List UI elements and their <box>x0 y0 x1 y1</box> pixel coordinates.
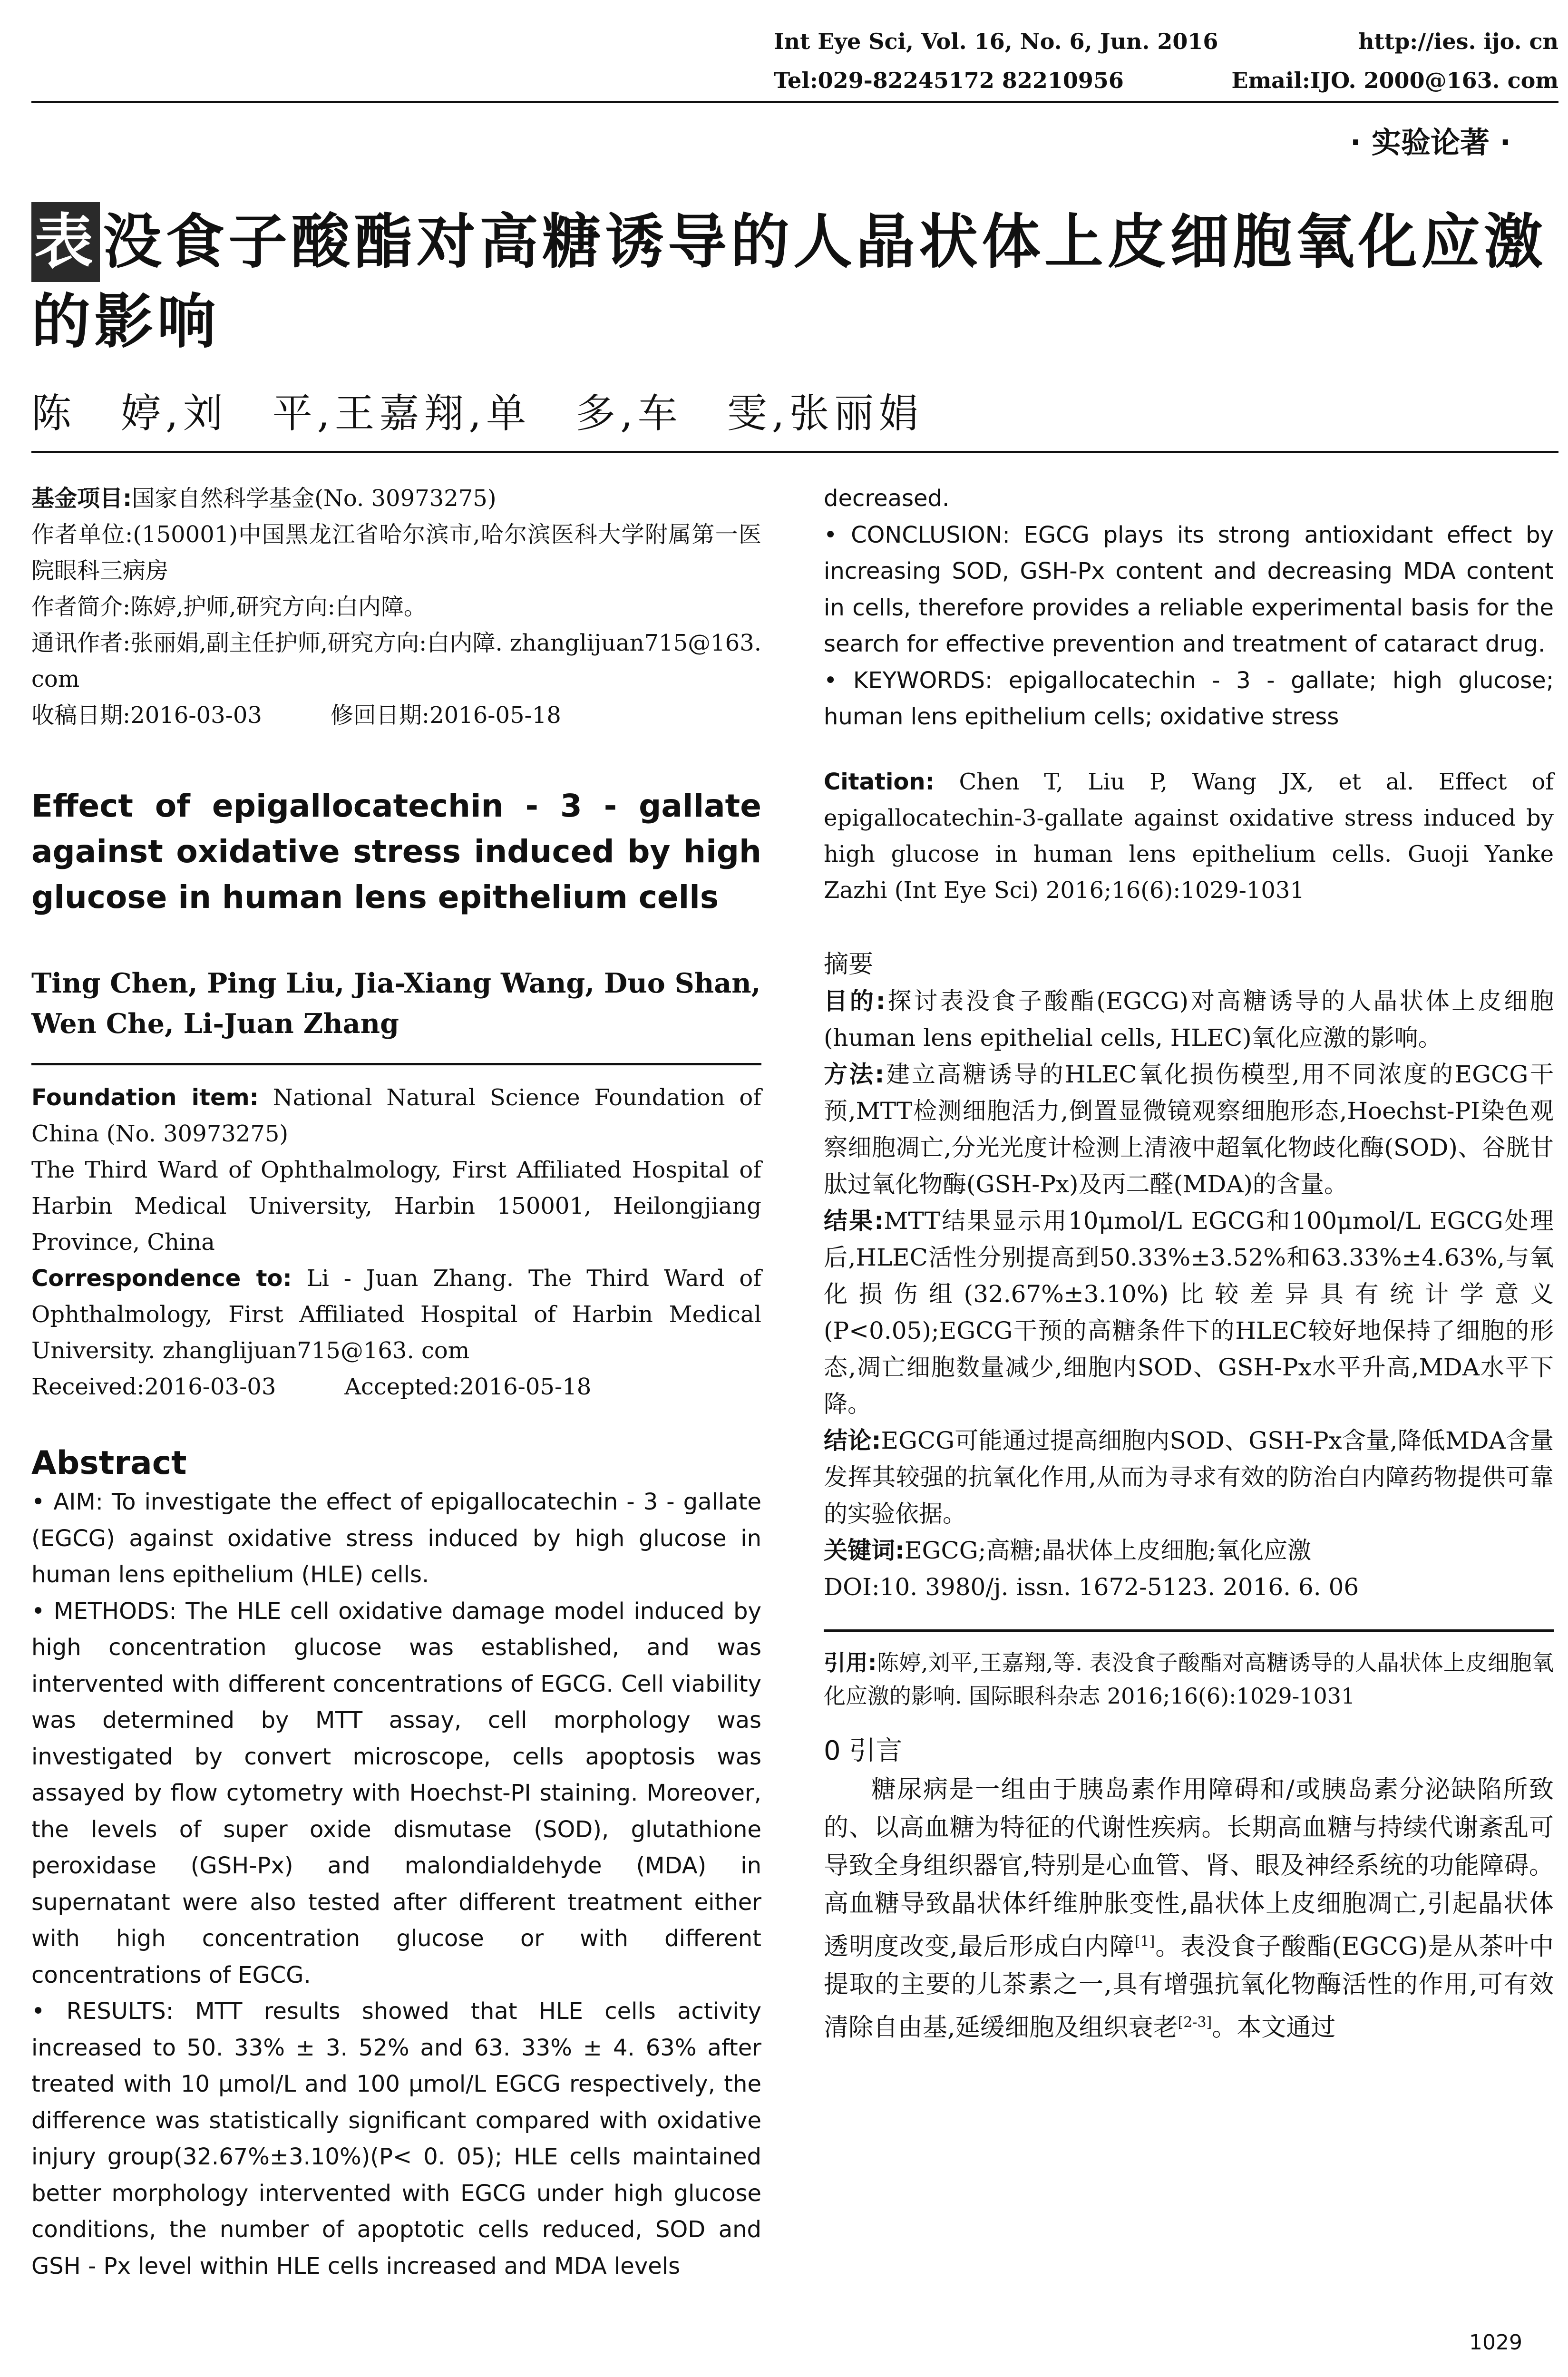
cn-citation-text: 陈婷,刘平,王嘉翔,等. 表没食子酸酯对高糖诱导的人晶状体上皮细胞氧化应激的影响. 国际眼科杂志 2016;16(6):1029-1031 <box>824 1649 1554 1709</box>
cn-results-text: MTT结果显示用10μmol/L EGCG和100μmol/L EGCG处理后,HLEC活性分别提高到50.33%±3.52%和63.33%±4.63%,与氧化损伤组(32.67%±3.10%)比较差异具有统计学意义(P<0.05);EGCG干预的高糖条件下的HLEC较好地保持了细胞的形态,凋亡细胞数量减少,细胞内SOD、GSH-Px水平升高,MDA水平下降。 <box>824 1207 1554 1418</box>
cn-methods-text: 建立高糖诱导的HLEC氧化损伤模型,用不同浓度的EGCG干预,MTT检测细胞活力,倒置显微镜观察细胞形态,Hoechst-PI染色观察细胞凋亡,分光光度计检测上清液中超氧化物歧化酶(SOD)、谷胱甘肽过氧化物酶(GSH-Px)及丙二醛(MDA)的含量。 <box>824 1060 1554 1198</box>
correspondence-text: Li - Juan Zhang. The Third Ward of Ophthalmology, First Affiliated Hospital of Harbin Medical University. zhanglijuan715@163. com <box>31 1265 761 1364</box>
affiliation-en: The Third Ward of Ophthalmology, First Affiliated Hospital of Harbin Medical University, Harbin 150001, Heilongjiang Province, China <box>31 1157 761 1256</box>
authors-rule <box>31 1063 761 1065</box>
citation-label: Citation: <box>824 768 935 795</box>
cn-conclusion-label: 结论: <box>824 1426 881 1454</box>
abstract-conclusion: • CONCLUSION: EGCG plays its strong antioxidant effect by increasing SOD, GSH-Px content and decreasing MDA content in cells, therefore provides a reliable experimental basis for the search for effective prevention and treatment of cataract drug. <box>824 521 1554 657</box>
intro-text-3: 。本文通过 <box>1212 2013 1336 2042</box>
received-dates-cn: 收稿日期:2016-03-03 修回日期:2016-05-18 <box>31 702 561 729</box>
cn-abstract-rule <box>824 1629 1554 1632</box>
correspondence-en <box>31 1260 761 1369</box>
authors-cn: 陈 婷,刘 平,王嘉翔,单 多,车 雯,张丽娟 <box>31 390 924 437</box>
page-number: 1029 <box>1469 2330 1522 2355</box>
citation-cn <box>824 1646 1554 1713</box>
journal-tel: Tel:029-82245172 82210956 <box>774 68 1124 93</box>
paper-title-cn <box>31 202 1563 362</box>
left-column <box>31 480 761 2284</box>
abstract-results: • RESULTS: MTT results showed that HLE cells activity increased to 50. 33% ± 3. 52% and 63. 33% ± 4. 63% after treated with 10 μmol/L and 100 μmol/L EGCG respectively, the difference was statistically significant compared with oxidative injury group(32.67%±3.10%)(P< 0. 05); HLE cells maintained better morphology intervented with EGCG under high glucose conditions, the number of apoptotic cells reduced, SOD and GSH - Px level within HLE cells increased and MDA levels <box>31 1998 761 2280</box>
cn-abstract-methods <box>824 1056 1554 1203</box>
section-tag: · 实验论著 · <box>1350 125 1511 160</box>
cn-aim-text: 探讨表没食子酸酯(EGCG)对高糖诱导的人晶状体上皮细胞(human lens epithelial cells, HLEC)氧化应激的影响。 <box>824 987 1554 1052</box>
fund-info <box>31 480 761 516</box>
citation-en <box>824 764 1554 908</box>
cn-methods-label: 方法: <box>824 1060 885 1088</box>
citation-text: Chen T, Liu P, Wang JX, et al. Effect of epigallocatechin-3-gallate against oxidative stress induced by high glucose in human lens epithelium cells. Guoji Yanke Zazhi (Int Eye Sci) 2016;16(6):1029-1031 <box>824 768 1554 904</box>
abstract-aim: • AIM: To investigate the effect of epigallocatechin - 3 - gallate (EGCG) against oxidative stress induced by high glucose in human lens epithelium (HLE) cells. <box>31 1489 761 1588</box>
cn-citation-label: 引用: <box>824 1649 877 1676</box>
authors-en: Ting Chen, Ping Liu, Jia-Xiang Wang, Duo Shan, Wen Che, Li-Juan Zhang <box>31 967 761 1040</box>
foundation-text: National Natural Science Foundation of China (No. 30973275) <box>31 1084 761 1147</box>
journal-email[interactable]: Email:IJO. 2000@163. com <box>1231 68 1558 93</box>
cn-abstract-aim <box>824 983 1554 1056</box>
intro-paragraph <box>824 1771 1554 2047</box>
cn-conclusion-text: EGCG可能通过提高细胞内SOD、GSH-Px含量,降低MDA含量发挥其较强的抗氧化作用,从而为寻求有效的防治白内障药物提供可靠的实验依据。 <box>824 1426 1554 1528</box>
abstract-keywords: • KEYWORDS: epigallocatechin - 3 - gallate; high glucose; human lens epithelium cells; oxidative stress <box>824 667 1554 730</box>
right-column <box>824 480 1554 2046</box>
title-rest: 没食子酸酯对高糖诱导的人晶状体上皮细胞氧化应激的影响 <box>31 208 1547 356</box>
correspondence-label: Correspondence to: <box>31 1265 292 1292</box>
journal-header <box>774 22 1558 100</box>
cn-results-label: 结果: <box>824 1207 884 1235</box>
abstract-heading: Abstract <box>31 1444 187 1482</box>
cn-abstract-heading: 摘要 <box>824 950 874 979</box>
abstract-methods: • METHODS: The HLE cell oxidative damage model induced by high concentration glucose was established, and was intervented with different concentrations of EGCG. Cell viability was determined by MTT assay, cell morphology was investigated by convert microscope, cells apoptosis was assayed by flow cytometry with Hoechst-PI staining. Moreover, the levels of super oxide dismutase (SOD), glutathione peroxidase (GSH-Px) and malondialdehyde (MDA) in supernatant were also tested after different treatment either with high concentration glucose or with different concentrations of EGCG. <box>31 1598 761 1988</box>
fund-label: 基金项目: <box>31 485 132 512</box>
paper-title-en: Effect of epigallocatechin - 3 - gallate against oxidative stress induced by high glucose in human lens epithelium cells <box>31 788 761 916</box>
cn-abstract-conclusion <box>824 1422 1554 1532</box>
cn-keywords-text: EGCG;高糖;晶状体上皮细胞;氧化应激 <box>905 1536 1312 1564</box>
intro-heading: 0 引言 <box>824 1735 903 1766</box>
cn-keywords-label: 关键词: <box>824 1536 905 1564</box>
fund-text: 国家自然科学基金(No. 30973275) <box>132 485 497 512</box>
ref-2-3[interactable]: [2-3] <box>1178 2014 1212 2031</box>
abstract-results-end: decreased. <box>824 485 950 512</box>
cn-abstract-results <box>824 1203 1554 1422</box>
journal-url[interactable]: http://ies. ijo. cn <box>1358 29 1558 54</box>
header-rule <box>31 101 1558 103</box>
received-dates-en: Received:2016-03-03 Accepted:2016-05-18 <box>31 1374 592 1400</box>
ref-1[interactable]: [1] <box>1134 1933 1155 1950</box>
cn-aim-label: 目的: <box>824 987 886 1015</box>
cn-abstract-keywords <box>824 1532 1554 1569</box>
corresponding-author: 通讯作者:张丽娟,副主任护师,研究方向:白内障. zhanglijuan715@163. com <box>31 630 761 692</box>
doi[interactable]: DOI:10. 3980/j. issn. 1672-5123. 2016. 6. 06 <box>824 1573 1359 1601</box>
intro-text-2: 。表没食子酸酯(EGCG)是从茶叶中提取的主要的儿茶素之一,具有增强抗氧化物酶活性的作用,可有效清除自由基,延缓细胞及组织衰老 <box>824 1932 1554 2042</box>
author-unit: 作者单位:(150001)中国黑龙江省哈尔滨市,哈尔滨医科大学附属第一医院眼科三病房 <box>31 521 761 584</box>
journal-volume: Int Eye Sci, Vol. 16, No. 6, Jun. 2016 <box>774 29 1218 54</box>
foundation-item <box>31 1080 761 1152</box>
author-bio: 作者简介:陈婷,护师,研究方向:白内障。 <box>31 594 427 620</box>
title-rule <box>31 451 1558 453</box>
foundation-label: Foundation item: <box>31 1084 259 1111</box>
intro-text-1: 糖尿病是一组由于胰岛素作用障碍和/或胰岛素分泌缺陷所致的、以高血糖为特征的代谢性疾病。长期高血糖与持续代谢紊乱可导致全身组织器官,特别是心血管、肾、眼及神经系统的功能障碍。高血糖导致晶状体纤维肿胀变性,晶状体上皮细胞凋亡,引起晶状体透明度改变,最后形成白内障 <box>824 1775 1554 1961</box>
title-first-char: 表 <box>31 202 100 282</box>
